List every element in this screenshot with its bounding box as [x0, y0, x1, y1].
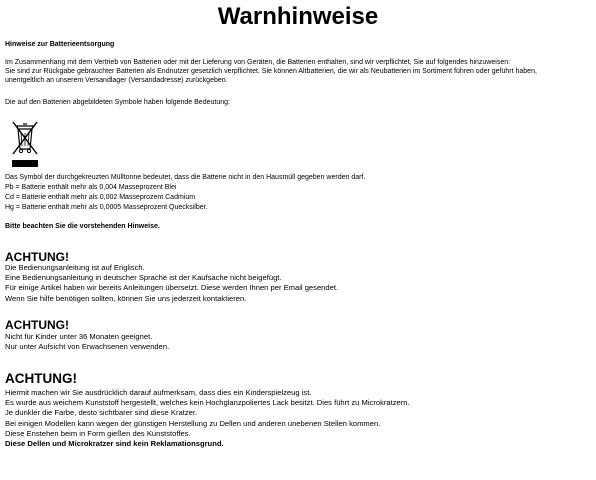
warning-3-line-4: Bei einigen Modellen kann wegen der günstigen Herstellung zu Dellen und anderen unebenen Stellen kommen.	[5, 418, 381, 428]
battery-heading: Hinweise zur Batterieentsorgung	[5, 41, 115, 48]
warning-1-heading: ACHTUNG!	[5, 250, 69, 264]
warning-1-line-2: Eine Bedienungsanleitung in deutscher Sprache ist der Kaufsache nicht beigefügt.	[5, 273, 282, 283]
warning-2-line-1: Nicht für Kinder unter 36 Monaten geeignet.	[5, 332, 153, 341]
symbol-line-hg: Hg = Batterie enthält mehr als 0,0005 Masseprozent Quecksilber.	[5, 204, 208, 211]
warning-3-line-2: Es wurde aus weichem Kunststoff hergestellt, welches kein Hochglanzpoliertes Lack besitzt. Dies führt zu Microkratzern.	[5, 398, 410, 408]
battery-note: Bitte beachten Sie die vorstehenden Hinweise.	[5, 223, 160, 230]
warning-2-heading: ACHTUNG!	[5, 318, 69, 332]
symbol-line-pb: Pb = Batterie enthält mehr als 0,004 Masseprozent Blei	[5, 184, 177, 191]
battery-intro-line-2: Sie sind zur Rückgabe gebrauchter Batterien als Endnutzer gesetzlich verpflichtet. Sie können Altbatterien, die wir als Neubatterien im Sortiment führen oder geführt haben,	[5, 68, 537, 75]
warning-3-text	[5, 388, 410, 449]
warning-3-closing: Diese Dellen und Microkratzer sind kein Reklamationsgrund.	[5, 438, 224, 448]
battery-intro-line-3: unentgeltlich an unserem Versandlager (Versandadresse) zurückgeben.	[5, 77, 228, 84]
warning-3-heading: ACHTUNG!	[5, 371, 77, 386]
crossed-out-wheelie-bin-icon	[8, 119, 42, 169]
warning-1-text	[5, 263, 338, 304]
symbol-line-1: Das Symbol der durchgekreuzten Mülltonne bedeutet, dass die Batterie nicht in den Hausmüll gegeben werden darf.	[5, 174, 366, 181]
battery-intro-line-1: Im Zusammenhang mit dem Vertrieb von Batterien oder mit der Lieferung von Geräten, die Batterien enthalten, sind wir verpflichtet, Sie auf folgendes hinzuweisen:	[5, 59, 511, 66]
warning-1-line-3: Für einige Artikel haben wir bereits Anleitungen übersetzt. Diese werden Ihnen per Email gesendet.	[5, 283, 339, 293]
symbol-line-cd: Cd = Batterie enthält mehr als 0,002 Masseprozent Cadmium	[5, 194, 196, 201]
warning-3-line-5: Diese Enstehen beim in Form gießen des Kunststoffes.	[5, 428, 191, 438]
symbols-intro: Die auf den Batterien abgebildeten Symbole haben folgende Bedeutung:	[5, 99, 230, 106]
page-title: Warnhinweise	[217, 3, 379, 30]
warning-2-line-2: Nur unter Aufsicht von Erwachsenen verwenden.	[5, 342, 170, 352]
warning-3-line-1: Hiermit machen wir Sie ausdrücklich darauf aufmerksam, dass dies ein Kinderspielzeug ist.	[5, 388, 312, 397]
warning-1-line-4: Wenn Sie hilfe benötigen sollten, können Sie uns jederzeit kontaktieren.	[5, 293, 247, 303]
warning-1-line-1: Die Bedienungsanleitung ist auf Englisch.	[5, 263, 145, 272]
warning-2-text	[5, 332, 169, 352]
warning-3-line-3: Je dunkler die Farbe, desto sichtbarer sind diese Kratzer.	[5, 408, 198, 418]
